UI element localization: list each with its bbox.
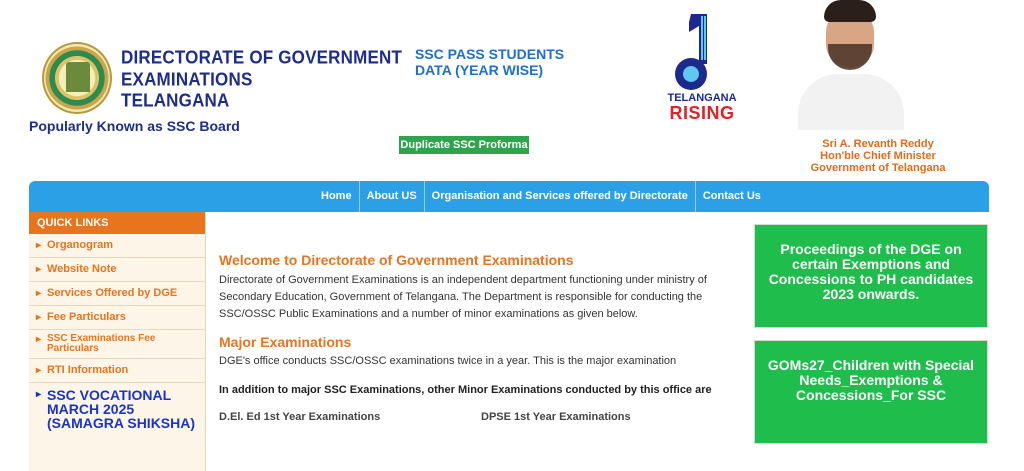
- main-content: [219, 252, 749, 431]
- quick-link-fee-particulars[interactable]: ▸ Fee Particulars: [29, 306, 205, 330]
- telangana-emblem-logo[interactable]: [42, 42, 112, 114]
- tagline: Popularly Known as SSC Board: [29, 118, 240, 134]
- nav-home[interactable]: Home: [314, 181, 360, 212]
- ssc-pass-students-link[interactable]: [415, 46, 564, 78]
- quick-link-rti-information[interactable]: ▸ RTI Information: [29, 359, 205, 383]
- quick-links-sidebar: [29, 212, 206, 471]
- duplicate-ssc-proforma-button[interactable]: Duplicate SSC Proforma: [399, 136, 529, 154]
- chief-minister-caption: [778, 138, 978, 174]
- nav-contact-us[interactable]: Contact Us: [702, 190, 761, 202]
- major-exams-paragraph: DGE's office conducts SSC/OSSC examinations twice in a year. This is the major examination: [219, 355, 677, 367]
- rising-text-rising: RISING: [669, 103, 735, 123]
- quick-link-organogram[interactable]: ▸ Organogram: [29, 234, 205, 258]
- minor-exams-heading: In addition to major SSC Examinations, other Minor Examinations conducted by this office are: [219, 384, 712, 396]
- exam-list-row: [219, 411, 749, 431]
- rising-circle-icon: [675, 58, 707, 90]
- quick-link-website-note[interactable]: ▸ Website Note: [29, 258, 205, 282]
- org-title-line3: TELANGANA: [121, 90, 230, 111]
- rising-text-telangana: TELANGANA: [667, 92, 737, 104]
- ssc-pass-line1: SSC PASS STUDENTS: [415, 46, 565, 62]
- cm-name: Sri A. Revanth Reddy: [822, 138, 934, 150]
- quick-link-services-offered[interactable]: ▸ Services Offered by DGE: [29, 282, 205, 306]
- telangana-rising-logo: [657, 10, 747, 123]
- chief-minister-photo: [792, 0, 910, 130]
- major-exams-heading: Major Examinations: [219, 334, 352, 350]
- ssc-pass-line2: DATA (YEAR WISE): [415, 62, 544, 78]
- welcome-heading: Welcome to Directorate of Government Examinations: [219, 252, 574, 268]
- org-title-line2: EXAMINATIONS: [121, 69, 253, 90]
- exam-dpse-1st-year: DPSE 1st Year Examinations: [481, 411, 631, 423]
- quick-links-heading: QUICK LINKS: [29, 212, 205, 234]
- quick-link-ssc-vocational[interactable]: ▸ SSC VOCATIONAL MARCH 2025 (SAMAGRA SHIKSHA): [29, 383, 205, 435]
- site-header: [0, 0, 1024, 180]
- nav-about-us[interactable]: About US: [360, 181, 425, 212]
- quick-link-ssc-fee-particulars[interactable]: ▸ SSC Examinations Fee Particulars: [29, 330, 205, 359]
- goms27-cwsn-exemptions-link[interactable]: GOMs27_Children with Special Needs_Exemptions & Concessions_For SSC: [754, 340, 988, 444]
- welcome-paragraph: Directorate of Government Examinations is an independent department functioning under ministry of Secondary Education, Government of Telangana. The Department is responsible for conducting the SSC/OSSC Public Examinations and a number of minor examinations as given below.: [219, 274, 707, 320]
- org-title-line1: DIRECTORATE OF GOVERNMENT: [121, 47, 403, 68]
- cm-government: Government of Telangana: [810, 162, 946, 174]
- proceedings-ph-exemptions-link[interactable]: Proceedings of the DGE on certain Exemptions and Concessions to PH candidates 2023 onwards.: [754, 224, 988, 328]
- cm-title: Hon'ble Chief Minister: [820, 150, 936, 162]
- nav-organisation-services[interactable]: Organisation and Services offered by Directorate: [425, 181, 696, 212]
- exam-deled-1st-year: D.El. Ed 1st Year Examinations: [219, 411, 381, 423]
- main-navbar: [29, 181, 989, 212]
